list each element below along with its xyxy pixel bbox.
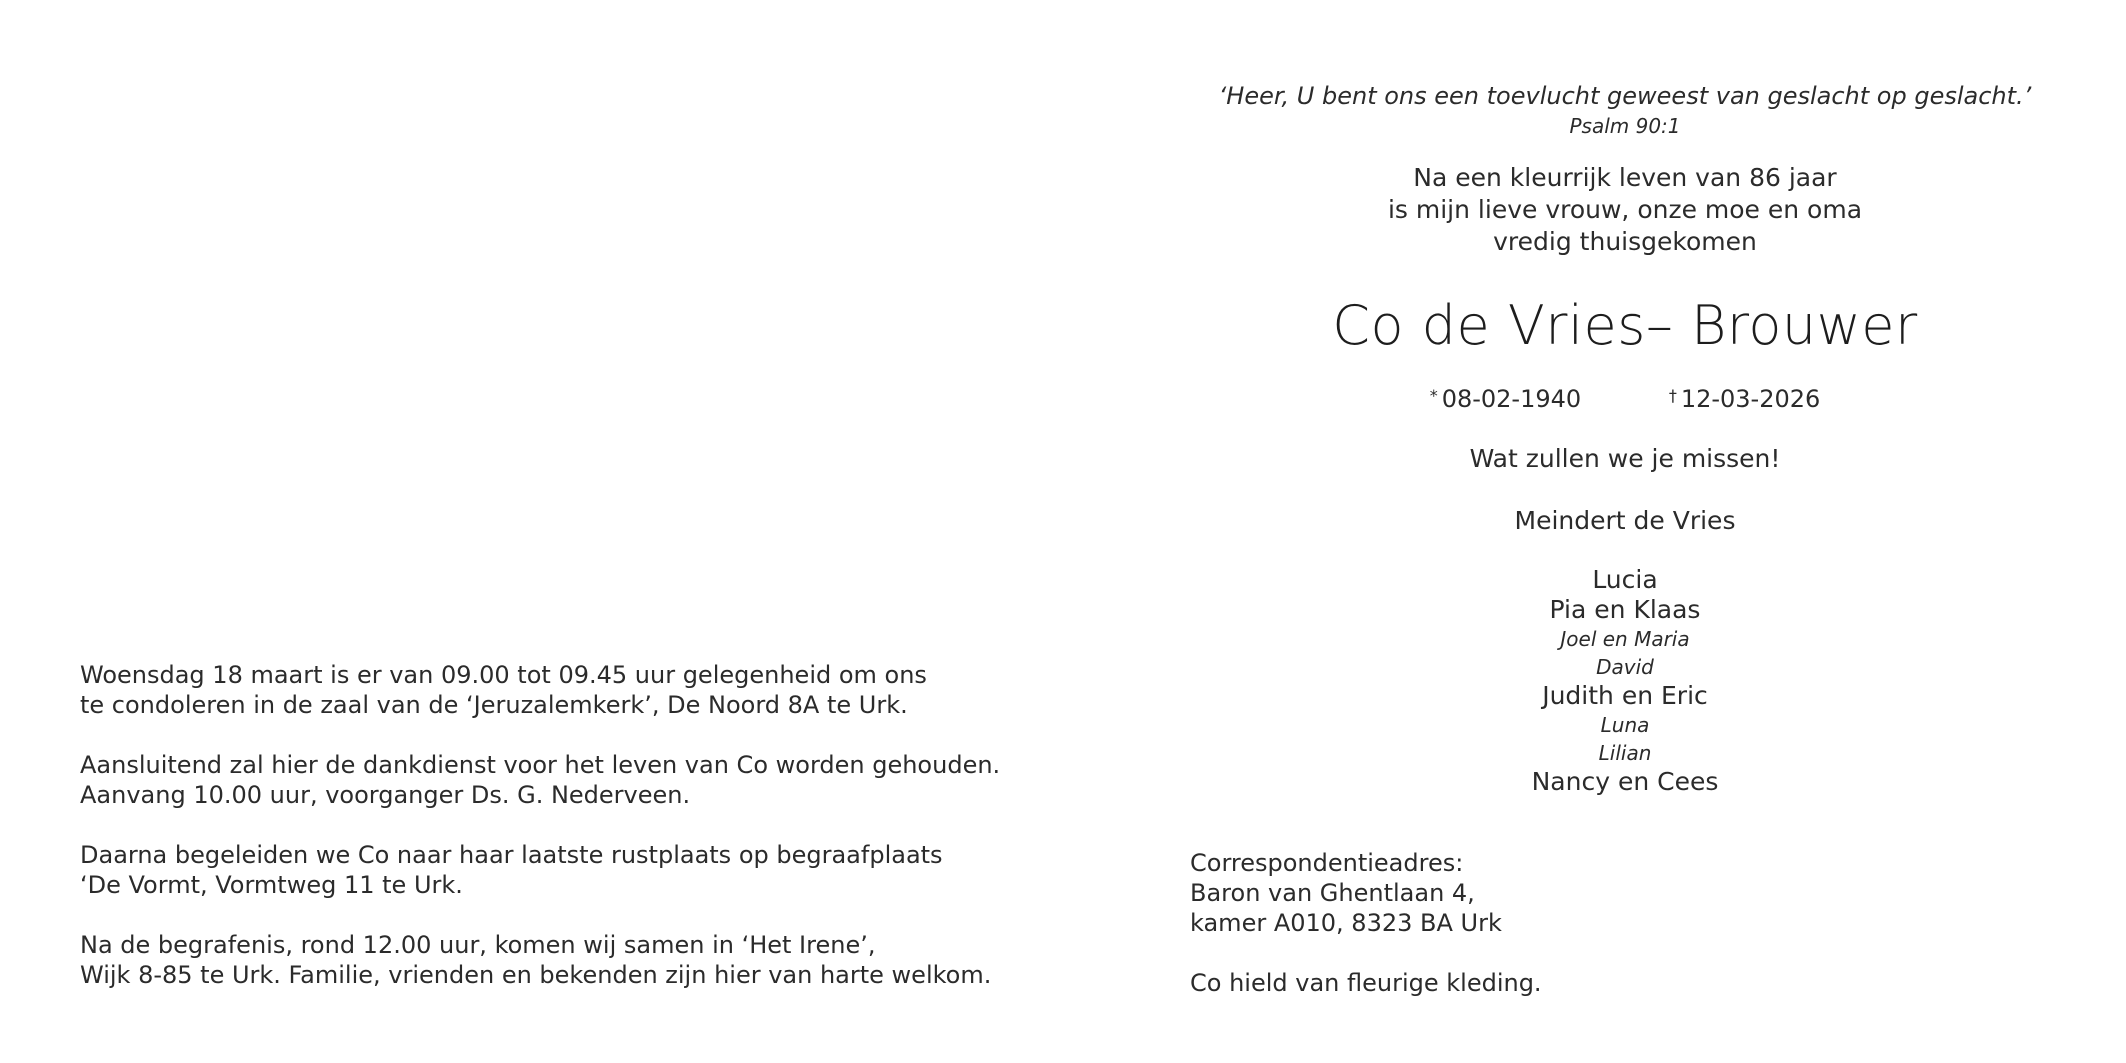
death-symbol: † xyxy=(1668,386,1677,405)
service-details xyxy=(80,660,1020,1020)
grandchild: Luna xyxy=(1600,713,1650,737)
death-date: 12-03-2026 xyxy=(1680,385,1821,413)
correspondence-address xyxy=(1190,848,1890,938)
grandchild: Lilian xyxy=(1598,741,1652,765)
family-member: Lucia xyxy=(1592,565,1658,594)
text-line: Woensdag 18 maart is er van 09.00 tot 09.45 uur gelegenheid om ons xyxy=(80,661,927,689)
family-list xyxy=(1150,565,2100,797)
intro-line: Na een kleurrijk leven van 86 jaar xyxy=(1413,163,1837,192)
quote-source: Psalm 90:1 xyxy=(1569,114,1681,138)
grandchild: David xyxy=(1596,655,1654,679)
family-member: Judith en Eric xyxy=(1542,681,1708,710)
text-line: te condoleren in de zaal van de ‘Jeruzalemkerk’, De Noord 8A te Urk. xyxy=(80,691,908,719)
clothing-note: Co hield van fleurige kleding. xyxy=(1190,969,1542,997)
farewell-line: Wat zullen we je missen! xyxy=(1469,444,1781,473)
text-line: Na de begrafenis, rond 12.00 uur, komen wij samen in ‘Het Irene’, xyxy=(80,931,876,959)
text-line: Daarna begeleiden we Co naar haar laatste rustplaats op begraafplaats xyxy=(80,841,943,869)
family-member: Pia en Klaas xyxy=(1549,595,1701,624)
text-line: Wijk 8-85 te Urk. Familie, vrienden en bekenden zijn hier van harte welkom. xyxy=(80,961,992,989)
address-line: Baron van Ghentlaan 4, xyxy=(1190,879,1475,907)
birth-date: 08-02-1940 xyxy=(1441,385,1582,413)
text-line: Aanvang 10.00 uur, voorganger Ds. G. Nederveen. xyxy=(80,781,691,809)
intro-text xyxy=(1150,162,2100,258)
intro-line: vredig thuisgekomen xyxy=(1493,227,1757,256)
gathering-paragraph xyxy=(80,930,1020,990)
grandchild: Joel en Maria xyxy=(1560,627,1690,651)
spouse-name: Meindert de Vries xyxy=(1514,506,1736,535)
bible-quote: ‘Heer, U bent ons een toevlucht geweest van geslacht op geslacht.’ xyxy=(1218,82,2032,110)
service-paragraph xyxy=(80,750,1020,810)
family-member: Nancy en Cees xyxy=(1531,767,1719,796)
burial-paragraph xyxy=(80,840,1020,900)
birth-date-group xyxy=(1430,380,1581,415)
deceased-name: Co de Vries– Brouwer xyxy=(1332,294,1918,357)
condolence-paragraph xyxy=(80,660,1020,720)
text-line: ‘De Vormt, Vormtweg 11 te Urk. xyxy=(80,871,463,899)
death-date-group xyxy=(1669,380,1820,415)
text-line: Aansluitend zal hier de dankdienst voor het leven van Co worden gehouden. xyxy=(80,751,1001,779)
address-line: kamer A010, 8323 BA Urk xyxy=(1190,909,1502,937)
address-label: Correspondentieadres: xyxy=(1190,849,1464,877)
announcement xyxy=(1150,80,2100,797)
birth-symbol: * xyxy=(1429,386,1438,405)
intro-line: is mijn lieve vrouw, onze moe en oma xyxy=(1387,195,1863,224)
life-dates xyxy=(1150,380,2100,415)
